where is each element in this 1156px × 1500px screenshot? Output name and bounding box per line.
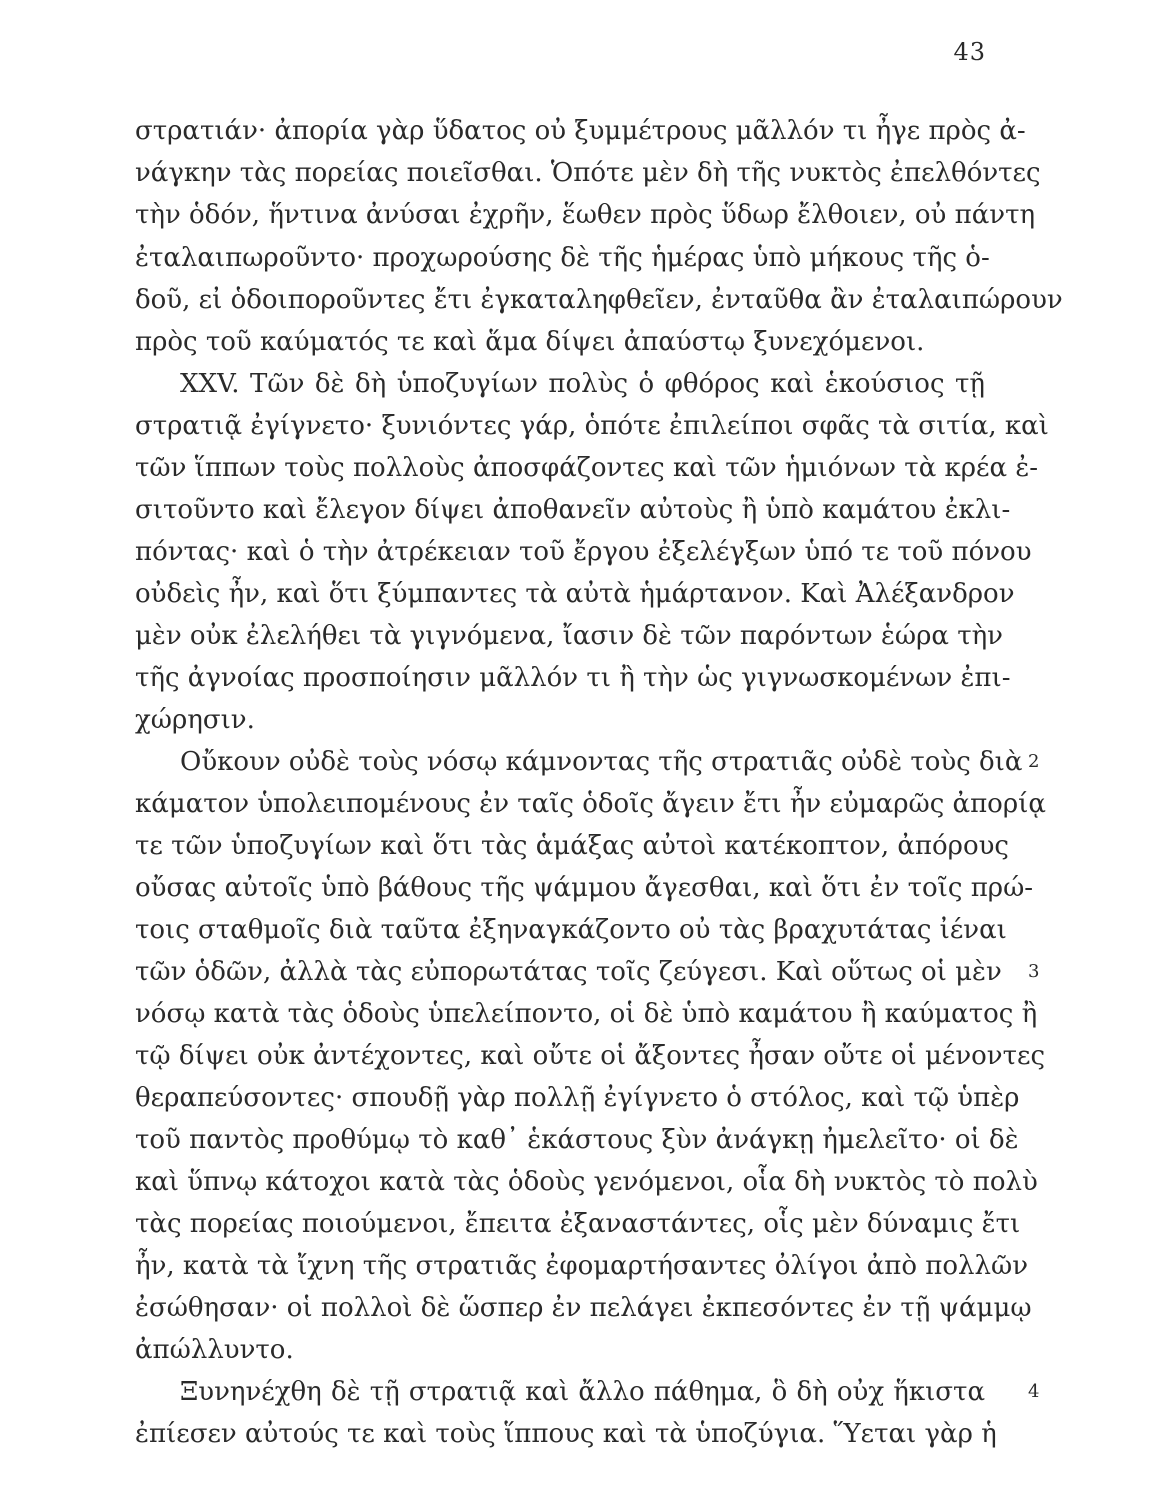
text-line: σιτοῦντο καὶ ἔλεγον δίψει ἀποθανεῖν αὐτοὺς ἢ ὑπὸ καμάτου ἐκλι-	[135, 495, 1011, 525]
text-line: τῶν ἵππων τοὺς πολλοὺς ἀποσφάζοντες καὶ τῶν ἡμιόνων τὰ κρέα ἐ-	[135, 453, 1039, 483]
text-line: οὔσας αὐτοῖς ὑπὸ βάθους τῆς ψάμμου ἄγεσθαι, καὶ ὅτι ἐν τοῖς πρώ-	[135, 873, 1034, 903]
text-line: ἀπώλλυντο.	[135, 1335, 294, 1365]
text-line: Ξυνηνέχθη δὲ τῇ στρατιᾷ καὶ ἄλλο πάθημα, ὃ δὴ οὐχ ἥκιστα	[180, 1377, 985, 1407]
text-line: στρατιᾷ ἐγίγνετο· ξυνιόντες γάρ, ὁπότε ἐπιλείποι σφᾶς τὰ σιτία, καὶ	[135, 411, 1049, 441]
text-line: νάγκην τὰς πορείας ποιεῖσθαι. Ὁπότε μὲν δὴ τῆς νυκτὸς ἐπελθόντες	[135, 158, 1041, 188]
text-line: ἦν, κατὰ τὰ ἴχνη τῆς στρατιᾶς ἐφομαρτήσαντες ὀλίγοι ἀπὸ πολλῶν	[135, 1251, 1029, 1281]
chapter-heading-line: XXV. Τῶν δὲ δὴ ὑποζυγίων πολὺς ὁ φθόρος καὶ ἑκούσιος τῇ	[180, 369, 985, 399]
text-line: τοις σταθμοῖς διὰ ταῦτα ἐξηναγκάζοντο οὐ τὰς βραχυτάτας ἰέναι	[135, 915, 1007, 945]
text-line: μὲν οὐκ ἐλελήθει τὰ γιγνόμενα, ἴασιν δὲ τῶν παρόντων ἑώρα τὴν	[135, 621, 1003, 651]
text-line: ἐσώθησαν· οἱ πολλοὶ δὲ ὥσπερ ἐν πελάγει ἐκπεσόντες ἐν τῇ ψάμμῳ	[135, 1293, 1032, 1323]
text-line: τὰς πορείας ποιούμενοι, ἔπειτα ἐξαναστάντες, οἷς μὲν δύναμις ἔτι	[135, 1209, 1021, 1239]
text-line: χώρησιν.	[135, 705, 255, 735]
text-line: τῶν ὁδῶν, ἀλλὰ τὰς εὐπορωτάτας τοῖς ζεύγεσι. Καὶ οὕτως οἱ μὲν	[135, 957, 1002, 987]
text-line: ἐπίεσεν αὐτούς τε καὶ τοὺς ἵππους καὶ τὰ ὑποζύγια. Ὕεται γὰρ ἡ	[135, 1419, 997, 1449]
text-line: Οὔκουν οὐδὲ τοὺς νόσῳ κάμνοντας τῆς στρατιᾶς οὐδὲ τοὺς διὰ	[180, 747, 1023, 777]
text-line: νόσῳ κατὰ τὰς ὁδοὺς ὑπελείποντο, οἱ δὲ ὑπὸ καμάτου ἢ καύματος ἢ	[135, 999, 1038, 1029]
margin-number: 4	[1028, 1381, 1040, 1402]
text-line: ἐταλαιπωροῦντο· προχωρούσης δὲ τῆς ἡμέρας ὑπὸ μήκους τῆς ὁ-	[135, 243, 990, 273]
text-line: δοῦ, εἰ ὁδοιποροῦντες ἔτι ἐγκαταληφθεῖεν, ἐνταῦθα ἂν ἐταλαιπώρουν	[135, 285, 1063, 315]
text-line: πόντας· καὶ ὁ τὴν ἀτρέκειαν τοῦ ἔργου ἐξελέγξων ὑπό τε τοῦ πόνου	[135, 537, 1032, 567]
text-line: τοῦ παντὸς προθύμῳ τὸ καθ᾽ ἑκάστους ξὺν ἀνάγκῃ ἠμελεῖτο· οἱ δὲ	[135, 1125, 1019, 1155]
text-line: τῆς ἀγνοίας προσποίησιν μᾶλλόν τι ἢ τὴν ὡς γιγνωσκομένων ἐπι-	[135, 663, 1011, 693]
text-line: τῷ δίψει οὐκ ἀντέχοντες, καὶ οὔτε οἱ ἄξοντες ἦσαν οὔτε οἱ μένοντες	[135, 1041, 1046, 1071]
text-line: τὴν ὁδόν, ἥντινα ἀνύσαι ἐχρῆν, ἕωθεν πρὸς ὕδωρ ἔλθοιεν, οὐ πάντη	[135, 200, 1036, 230]
margin-number: 3	[1028, 961, 1040, 982]
text-line: οὐδεὶς ἦν, καὶ ὅτι ξύμπαντες τὰ αὐτὰ ἡμάρτανον. Καὶ Ἀλέξανδρον	[135, 579, 1015, 609]
text-line: πρὸς τοῦ καύματός τε καὶ ἅμα δίψει ἀπαύστῳ ξυνεχόμενοι.	[135, 327, 925, 357]
text-line: θεραπεύσοντες· σπουδῇ γὰρ πολλῇ ἐγίγνετο ὁ στόλος, καὶ τῷ ὑπὲρ	[135, 1083, 1020, 1113]
text-line: στρατιάν· ἀπορία γὰρ ὕδατος οὐ ξυμμέτρους μᾶλλόν τι ἦγε πρὸς ἀ-	[135, 116, 1026, 146]
text-line: τε τῶν ὑποζυγίων καὶ ὅτι τὰς ἁμάξας αὐτοὶ κατέκοπτον, ἀπόρους	[135, 831, 1009, 861]
page-number: 43	[953, 38, 986, 66]
text-line: καὶ ὕπνῳ κάτοχοι κατὰ τὰς ὁδοὺς γενόμενοι, οἷα δὴ νυκτὸς τὸ πολὺ	[135, 1167, 1038, 1197]
margin-number: 2	[1028, 751, 1040, 772]
text-line: κάματον ὑπολειπομένους ἐν ταῖς ὁδοῖς ἄγειν ἔτι ἦν εὐμαρῶς ἀπορίᾳ	[135, 789, 1046, 819]
